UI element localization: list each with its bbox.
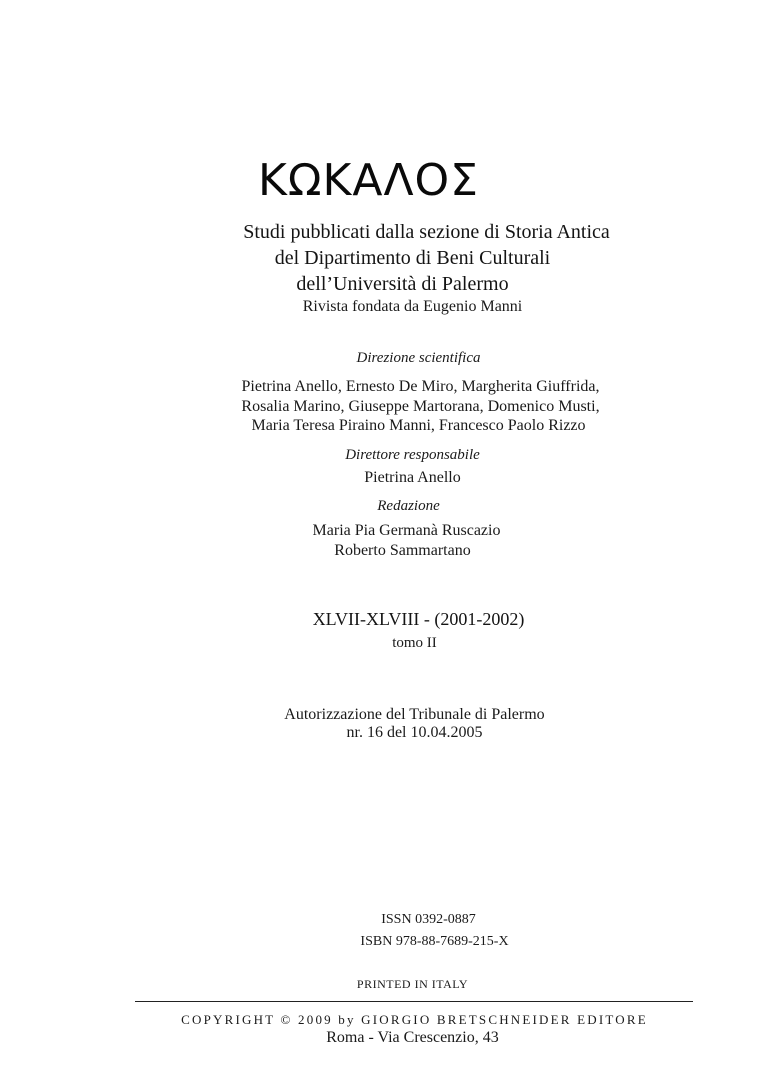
- journal-title: ΚΩΚΑΛΟΣ: [258, 155, 479, 206]
- editorial-staff-member: Roberto Sammartano: [334, 542, 471, 559]
- responsible-director-label: Direttore responsabile: [345, 447, 480, 463]
- journal-subtitle-line-3: dell’Università di Palermo: [296, 273, 509, 295]
- journal-subtitle-line-2: del Dipartimento di Beni Culturali: [274, 247, 551, 269]
- volume-numbers-years: XLVII-XLVIII - (2001-2002): [312, 609, 525, 629]
- scientific-direction-label: Direzione scientifica: [356, 350, 481, 366]
- journal-subtitle-line-1: Studi pubblicati dalla sezione di Storia Antica: [243, 221, 610, 243]
- copyright-line: COPYRIGHT © 2009 by GIORGIO BRETSCHNEIDER EDITORE: [181, 1012, 648, 1027]
- editorial-staff-label: Redazione: [377, 498, 440, 514]
- responsible-director-name: Pietrina Anello: [364, 469, 461, 486]
- authorization-line-2: nr. 16 del 10.04.2005: [346, 724, 483, 741]
- editorial-staff-member: Maria Pia Germanà Ruscazio: [312, 522, 501, 539]
- issn-number: ISSN 0392-0887: [381, 912, 476, 927]
- footer-divider: [135, 1001, 693, 1002]
- authorization-line-1: Autorizzazione del Tribunale di Palermo: [284, 706, 545, 723]
- scientific-board-line-2: Rosalia Marino, Giuseppe Martorana, Domenico Musti,: [241, 398, 600, 415]
- volume-tome: tomo II: [392, 635, 437, 651]
- publisher-address: Roma - Via Crescenzio, 43: [326, 1029, 499, 1046]
- founded-by-line: Rivista fondata da Eugenio Manni: [302, 298, 523, 315]
- printed-in-italy: PRINTED IN ITALY: [356, 977, 469, 991]
- scientific-board-line-1: Pietrina Anello, Ernesto De Miro, Margherita Giuffrida,: [241, 378, 600, 395]
- scientific-board-line-3: Maria Teresa Piraino Manni, Francesco Paolo Rizzo: [251, 417, 586, 434]
- isbn-number: ISBN 978-88-7689-215-X: [360, 934, 509, 949]
